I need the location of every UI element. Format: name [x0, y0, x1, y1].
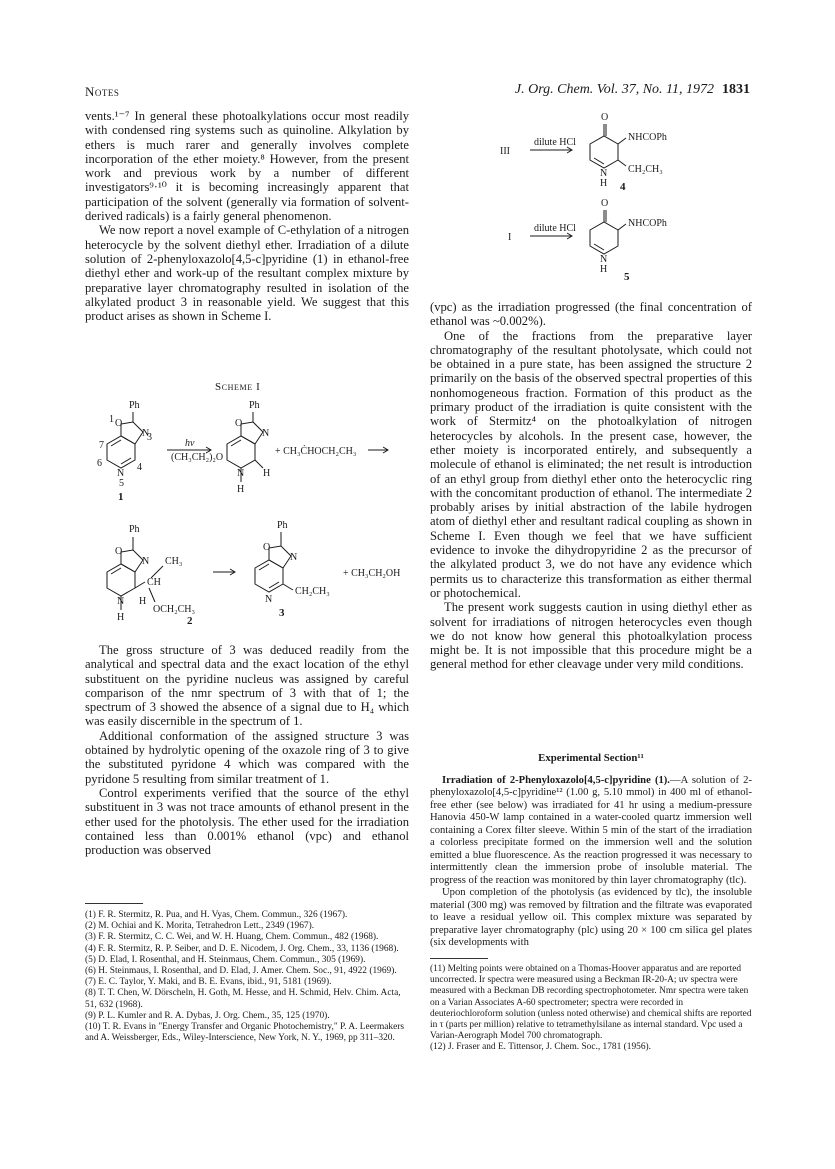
page-number: 1831	[722, 82, 750, 97]
scheme-ch2ch3-3: CH₂CH₃	[295, 586, 330, 597]
scheme-n-2: N	[142, 556, 150, 567]
pyridine-ring-1	[107, 436, 135, 468]
paragraph-r2: One of the fractions from the preparative layer chromatography of the resultant photolysate, which could not be obtained in a pure state, has been assigned the structure 2 primarily on the basis of the observed spectral properties of this nonhomogeneous fraction. Formation of this product as the primary product of the irradiation is quite consistent with the work of Stermitz⁴ on the photoalkylation of nitrogen heterocycles by alcohols. In the present case, however, the ether moiety is incorporated entirely, and subsequently a molecule of ethanol is eliminated; the net result is introduction of an ethyl group from diethyl ether onto the heterocyclic ring with the concomitant production of ethanol. The intermediate 2 probably arises by initial abstraction of the labile hydrogen atom of diethyl ether and resultant radical coupling as shown in Scheme I. Even though we feel that we have sufficient evidence to invoke the dihydropyridine 2 as the precursor of the alkylated product 3, we do not have any evidence which permits us to characterize this transformation as either thermal or photochemical.	[430, 328, 752, 600]
compound-label-5: 5	[624, 271, 630, 283]
footnote: (12) J. Fraser and E. Tittensor, J. Chem. Soc., 1781 (1956).	[430, 1042, 651, 1053]
footnote: (9) P. L. Kumler and R. A. Dybas, J. Org. Chem., 35, 125 (1970).	[85, 1010, 330, 1021]
rxn-start-I: I	[508, 232, 512, 243]
scheme-ring-number-4: 4	[137, 462, 142, 473]
experimental-paragraph-2: Upon completion of the photolysis (as evidenced by tlc), the insoluble material (300 mg) was removed by filtration and the filtrate was evaporated to leave a residual yellow oil. This complex mixture was separated by preparative layer chromatography (plc) using 20 × 100 cm silica gel plates (six developments with	[430, 887, 752, 948]
footnote: (7) E. C. Taylor, Y. Maki, and B. E. Evans, ibid., 91, 5181 (1969).	[85, 977, 332, 988]
scheme-o-1: O	[115, 418, 123, 429]
footnote: (5) D. Elad, I. Rosenthal, and H. Steinmaus, Chem. Commun., 305 (1969).	[85, 954, 366, 965]
scheme-n-int: N	[262, 428, 270, 439]
scheme-ph-2: Ph	[129, 524, 140, 535]
compound-label-2: 2	[187, 615, 193, 627]
scheme-ring-number-1: 1	[109, 414, 114, 425]
scheme-h4-2: H	[139, 596, 147, 607]
rxn-reagent-1: dilute HCl	[534, 137, 576, 148]
scheme-ring-number-3: 3	[147, 432, 152, 443]
scheme-ch-2: CH	[147, 577, 161, 588]
rxn-reagent-2: dilute HCl	[534, 223, 576, 234]
footnote-rule-right	[430, 958, 488, 959]
footnote: (4) F. R. Stermitz, R. P. Seiber, and D. E. Nicodem, J. Org. Chem., 33, 1136 (1968).	[85, 943, 399, 954]
oxazole-ring-1	[121, 422, 143, 444]
scheme-h-int: H	[237, 484, 245, 495]
scheme-n-int2: N	[237, 468, 245, 479]
pyridine-ring-3	[255, 560, 283, 592]
dihydropyridine-2	[107, 564, 135, 596]
rxn-o-4: O	[601, 112, 609, 123]
journal-citation: J. Org. Chem. Vol. 37, No. 11, 1972	[514, 82, 714, 97]
left-column-bottom	[85, 643, 409, 857]
rxn-h-5: H	[600, 264, 608, 275]
scheme-o-2: O	[115, 546, 123, 557]
footnote: (11) Melting points were obtained on a Thomas-Hoover apparatus and are reported uncorrected. Ir spectra were measured using a Beckman IR-20-A; uv spectra were measured with a Beckman DB recording spectrophotometer. Nmr spectra were taken on a Varian Associates A-60 spectrometer; spectra were recorded in deuteriochloroform solution (unless noted otherwise) and chemical shifts are reported in τ (parts per million) relative to tetramethylsilane as internal standard. Vpc used a Varian-Aerograph Model 700 chromatograph.	[430, 964, 752, 1042]
rxn-nhcoph-5: NHCOPh	[628, 218, 667, 229]
footnotes-right	[430, 964, 752, 1054]
scheme-n5-2: N	[117, 596, 125, 607]
experimental-heading: Irradiation of 2-Phenyloxazolo[4,5-c]pyridine (1).	[442, 774, 670, 786]
scheme-n4-1: N	[117, 468, 125, 479]
footnote: (3) F. R. Stermitz, C. C. Wei, and W. H. Huang, Chem. Commun., 482 (1968).	[85, 932, 379, 943]
running-head-section: Notes	[85, 84, 120, 99]
scheme-ch3-2: CH₃	[165, 556, 183, 567]
paragraph-1: vents.¹⁻⁷ In general these photoalkylations occur most readily with condensed ring systems such as quinoline. Alkylation by ethers is much rarer and generally involves complete incorporation of the ether moiety.⁸ However, from the present work and previous work by a number of different investigators⁹·¹⁰ it is becoming increasingly apparent that participation of the solvent (generally via formation of solvent-derived radicals) is a fairly general phenomenon.	[85, 109, 409, 224]
rxn-o-5: O	[601, 198, 609, 209]
rxn-n-5: N	[600, 254, 608, 265]
scheme-ph-3: Ph	[277, 520, 288, 531]
scheme-o-3: O	[263, 542, 271, 553]
paragraph-r3: The present work suggests caution in using diethyl ether as solvent for irradiations of nitrogen heterocycles even though we do not know how general this photoalkylation process might be. It is not impossible that this procedure might be a general method for ether cleavage under very mild conditions.	[430, 600, 752, 672]
footnote: (10) T. R. Evans in "Energy Transfer and Organic Photochemistry," P. A. Leermakers and A. Weissberger, Eds., Wiley-Interscience, New York, N. Y., 1969, pp 311–320.	[85, 1022, 405, 1044]
hydrolysis-reactions	[500, 110, 760, 290]
pyridone-ring-5	[590, 222, 618, 254]
paragraph-r1: (vpc) as the irradiation progressed (the final concentration of ethanol was ~0.002%).	[430, 300, 752, 329]
scheme-ethanol: + CH₃CH₂OH	[343, 568, 401, 579]
experimental-section	[430, 752, 752, 950]
footnote-rule-left	[85, 903, 143, 904]
experimental-paragraph-1	[430, 775, 752, 888]
scheme-o-int: O	[235, 418, 243, 429]
compound-label-3: 3	[279, 607, 285, 619]
compound-label-4: 4	[620, 181, 626, 193]
scheme-solvent: (CH₃CH₂)₂O	[171, 452, 224, 463]
scheme-1-diagram	[85, 392, 415, 632]
compound-label-1: 1	[118, 491, 124, 503]
paragraph-4: Additional conformation of the assigned structure 3 was obtained by hydrolytic opening of the oxazole ring of 3 to give the substituted pyridone 4 which was compared with the pyridone 5 resulting from similar treatment of 1.	[85, 728, 409, 786]
scheme-ring-number-5: 5	[119, 478, 124, 489]
left-column-top	[85, 109, 409, 323]
right-column-text	[430, 300, 752, 672]
dihydropyridine-radical	[227, 436, 255, 468]
scheme-hv: hν	[185, 438, 195, 449]
rxn-h-4: H	[600, 178, 608, 189]
rxn-nhcoph-4: NHCOPh	[628, 132, 667, 143]
footnote: (1) F. R. Stermitz, R. Pua, and H. Vyas, Chem. Commun., 326 (1967).	[85, 910, 348, 920]
paragraph-3: The gross structure of 3 was deduced readily from the analytical and spectral data and the exact location of the ethyl substituent on the pyridine nucleus was assigned by careful comparison of the nmr spectrum of 3 with that of 1; the spectrum of 3 showed the absence of a signal due to H₄ which was easily discernible in the spectrum of 1.	[85, 643, 409, 729]
scheme-n-3: N	[290, 552, 298, 563]
scheme-radical: + CH₃ĊHOCH₂CH₃	[275, 446, 357, 457]
scheme-n5-3: N	[265, 594, 273, 605]
scheme-ring-number-6: 6	[97, 458, 102, 469]
scheme-title: Scheme I	[215, 381, 261, 393]
scheme-n-1: N	[142, 428, 150, 439]
paragraph-2: We now report a novel example of C-ethylation of a nitrogen heterocycle by the solvent diethyl ether. Irradiation of a dilute solution of 2-phenyloxazolo[4,5-c]pyridine (1) in ethanol-free diethyl ether and work-up of the resultant complex mixture by preparative layer chromatography resulted in isolation of the alkylated product 3 in reasonable yield. We suggest that this product arises as shown in Scheme I.	[85, 223, 409, 324]
scheme-ph-1: Ph	[129, 400, 140, 411]
scheme-h-int2: H	[263, 468, 271, 479]
paragraph-5: Control experiments verified that the source of the ethyl substituent in 3 was not trace amounts of ethanol present in the ether used for the photolysis. The ether used for the irradiation contained less than 0.001% ethanol (vpc) and ethanol production was observed	[85, 785, 409, 858]
experimental-text-1: —A solution of 2-phenyloxazolo[4,5-c]pyridine¹² (1.00 g, 5.10 mmol) in 400 ml of ethanol-free ether (see below) was irradiated for 41 hr using a medium-pressure Hanovia 450-W lamp contained in a water-cooled quartz immersion well containing a Corex filter sleeve. Within 5 min of the start of the irradiation a colorless precipitate formed on the immersion well and the solution emitted a blue fluorescence. As the reaction progressed it was necessary to intermittently clean the immersion probe of insoluble material. The progress of the reaction was monitored by thin layer chromatography (tlc).	[430, 774, 752, 886]
rxn-n-4: N	[600, 168, 608, 179]
scheme-och2ch3-2: OCH₂CH₃	[153, 604, 195, 615]
scheme-h-2: H	[117, 612, 125, 623]
footnote: (2) M. Ochiai and K. Morita, Tetrahedron Lett., 2349 (1967).	[85, 921, 315, 932]
rxn-ch2ch3-4: CH₂CH₃	[628, 164, 663, 175]
running-head-journal	[515, 82, 750, 98]
footnotes-left	[85, 910, 409, 1044]
pyridone-ring-4	[590, 136, 618, 168]
footnote: (6) H. Steinmaus, I. Rosenthal, and D. Elad, J. Amer. Chem. Soc., 91, 4922 (1969).	[85, 966, 397, 977]
rxn-start-III: III	[500, 146, 510, 157]
scheme-ph-int: Ph	[249, 400, 260, 411]
scheme-ring-number-7: 7	[99, 440, 104, 451]
footnote: (8) T. T. Chen, W. Dörscheln, H. Goth, M. Hesse, and H. Schmid, Helv. Chim. Acta, 51, 632 (1968).	[85, 988, 401, 1010]
experimental-title: Experimental Section¹¹	[538, 752, 644, 764]
